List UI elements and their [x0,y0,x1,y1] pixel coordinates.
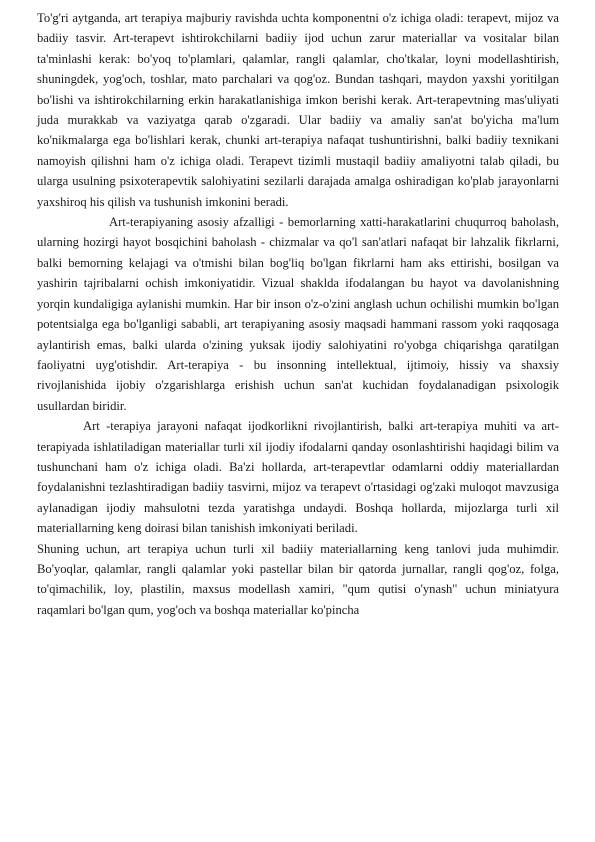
paragraph-advantages: Art-terapiyaning asosiy afzalligi - bemorlarning xatti-harakatlarini chuqurroq baholash, ularning hozirgi hayot bosqichini baholash - chizmalar va qo'l san'atlari nafaqat bir lahzalik fikrlarni, balki bemorning kelajagi va o'tmishi bilan bog'liq bo'lgan fikrlarni ham aks ettirishi, bosilgan va yashirin tajribalarni ochish imkoniyatidir. Vizual shaklda ifodalangan bu hayot va davolanishning yorqin kundaligiga aylanishi mumkin. Har bir inson o'z-o'zini anglash uchun ochilishi mumkin bo'lgan potentsialga ega bo'lganligi sababli, art terapiyaning asosiy maqsadi hammani rassom yoki raqqosaga aylantirish emas, balki ularda o'zining yuksak ijodiy salohiyatini ro'yobga chiqarishga qaratilgan faoliyatni uyg'otishdir. Art-terapiya - bu insonning intellektual, ijtimoiy, hissiy va shaxsiy rivojlanishida ijobiy o'zgarishlarga erishish uchun san'at kuchidan foydalanadigan psixologik usullardan biridir. [37,215,559,413]
paragraph-materials: Shuning uchun, art terapiya uchun turli xil badiiy materiallarning keng tanlovi juda muhimdir. Bo'yoqlar, qalamlar, rangli qalamlar yoki pastellar bilan bir qatorda jurnallar, rangli qog'oz, folga, to'qimachilik, loy, plastilin, maxsus modellash xamiri, "qum qutisi o'ynash" uchun miniatyura raqamlari bo'lgan qum, yog'och va boshqa materiallar ko'pincha [37,541,559,617]
paragraph-process: Art -terapiya jarayoni nafaqat ijodkorlikni rivojlantirish, balki art-terapiya muhiti va art-terapiyada ishlatiladigan materiallar turli xil ijodiy ifodalarni qanday osonlashtirishi haqidagi bilim va tushunchani ham o'z ichiga oladi. Ba'zi hollarda, art-terapevtlar odamlarni oddiy materiallardan foydalanishni tezlashtiradigan badiiy tasvirni, mijoz va terapevt o'rtasidagi og'zaki muloqot mavzusiga aylanadigan ijodiy mahsulotni tezda yaratishga undaydi. Boshqa hollarda, mijozlarga turli xil materiallarning keng doirasi bilan tanishish imkoniyati beriladi. [37,419,559,536]
paragraph-components: To'g'ri aytganda, art terapiya majburiy ravishda uchta komponentni o'z ichiga oladi: terapevt, mijoz va badiiy tasvir. Art-terapevt ishtirokchilarni badiiy ijod uchun zarur materiallar va vositalar bilan ta'minlashi kerak: bo'yoq to'plamlari, qalamlar, rangli qalamlar, cho'tkalar, loyni modellashtirish, shuningdek, yog'och, toshlar, mato parchalari va qog'oz. Bundan tashqari, maydon yaxshi yoritilgan bo'lishi va ishtirokchilarning erkin harakatlanishiga imkon berishi kerak. Art-terapevtning mas'uliyati juda murakkab va vaziyatga qarab o'zgaradi. Ular badiiy va amaliy san'at bo'yicha ma'lum ko'nikmalarga ega bo'lishlari kerak, chunki art-terapiya nafaqat tushuntirishni, balki badiiy texnikani namoyish qilishni ham o'z ichiga oladi. Terapevt tizimli mustaqil badiiy amaliyotni talab qiladi, bu ularga usulning psixoterapevtik salohiyatini sezilarli darajada amalga oshiradigan ko'plab jarayonlarni yaxshiroq his qilish va tushunish imkonini beradi. [37,11,559,209]
document-page [37,8,559,620]
